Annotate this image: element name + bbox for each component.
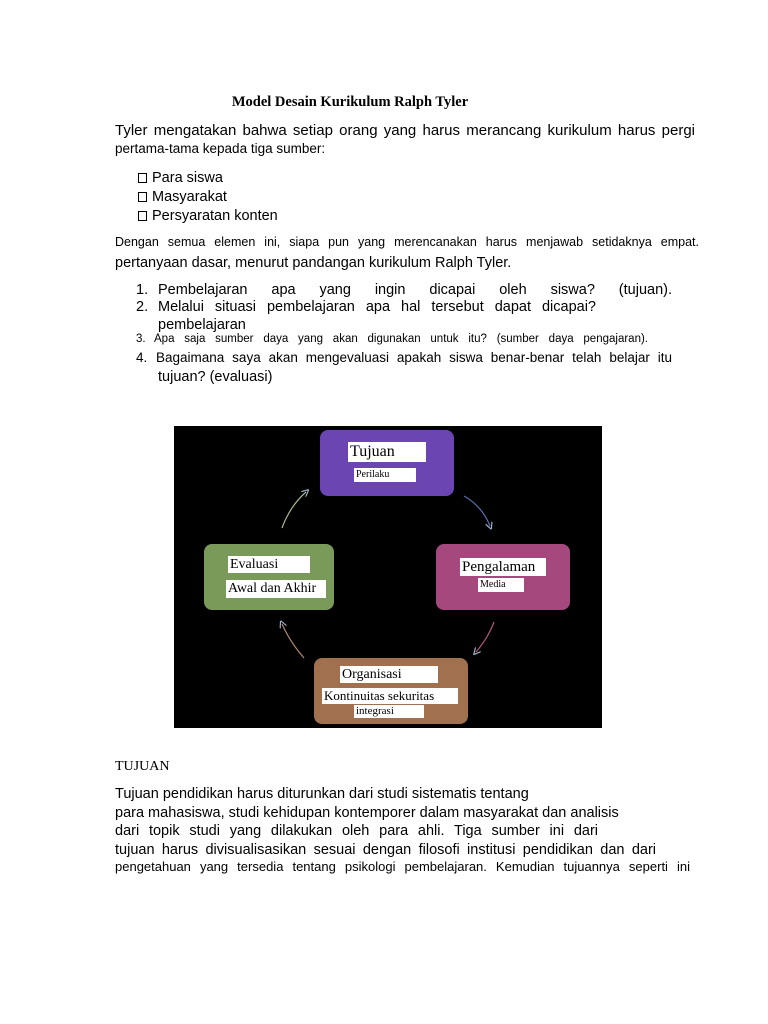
tujuan-title: Tujuan [348, 442, 426, 462]
arrow-evaluasi-to-tujuan [282, 492, 306, 528]
arrow-organisasi-to-evaluasi [282, 624, 304, 658]
intro-line-2: pertama-tama kepada tiga sumber: [115, 141, 326, 156]
tyler-cycle-diagram [174, 426, 602, 728]
section-line-2: para mahasiswa, studi kehidupan kontemporer dalam masyarakat dan analisis [115, 805, 619, 821]
question-4-continuation: tujuan? (evaluasi) [158, 369, 273, 385]
section-line-4: tujuan harus divisualisasikan sesuai dengan filosofi institusi pendidikan dan dari [115, 842, 656, 858]
section-heading: TUJUAN [115, 759, 170, 774]
question-1: 1. Pembelajaran apa yang ingin dicapai oleh siswa? (tujuan). [136, 282, 672, 298]
tujuan-node [320, 430, 454, 496]
section-line-5: pengetahuan yang tersedia tentang psikologi pembelajaran. Kemudian tujuannya seperti ini [115, 859, 690, 874]
question-3: 3. Apa saja sumber daya yang akan digunakan untuk itu? (sumber daya pengajaran). [136, 333, 648, 345]
question-2: 2. Melalui situasi pembelajaran apa hal tersebut dapat dicapai? [136, 299, 596, 315]
organisasi-title: Organisasi [340, 666, 438, 683]
list-item: Masyarakat [138, 188, 278, 207]
pengalaman-title: Pengalaman [460, 558, 546, 576]
section-line-1: Tujuan pendidikan harus diturunkan dari studi sistematis tentang [115, 786, 529, 802]
sources-list [138, 169, 278, 225]
pengalaman-subtitle: Media [478, 578, 524, 592]
list-item: Para siswa [138, 169, 278, 188]
missing-glyph-icon [138, 192, 147, 202]
document-title: Model Desain Kurikulum Ralph Tyler [231, 94, 469, 110]
paragraph-2-line-2: pertanyaan dasar, menurut pandangan kurikulum Ralph Tyler. [115, 255, 512, 271]
missing-glyph-icon [138, 173, 147, 183]
question-4: 4. Bagaimana saya akan mengevaluasi apakah siswa benar-benar telah belajar itu [136, 350, 672, 365]
evaluasi-title: Evaluasi [228, 556, 310, 573]
intro-line-1: Tyler mengatakan bahwa setiap orang yang harus merancang kurikulum harus pergi [115, 122, 695, 139]
missing-glyph-icon [138, 211, 147, 221]
evaluasi-subtitle: Awal dan Akhir [226, 580, 326, 598]
section-line-3: dari topik studi yang dilakukan oleh para ahli. Tiga sumber ini dari [115, 823, 598, 839]
question-2-continuation: pembelajaran [158, 317, 246, 333]
pengalaman-node [436, 544, 570, 610]
organisasi-subtitle-1: Kontinuitas sekuritas [322, 688, 458, 704]
tujuan-subtitle: Perilaku [354, 468, 416, 482]
arrow-tujuan-to-pengalaman [464, 496, 490, 526]
arrow-pengalaman-to-organisasi [476, 622, 494, 652]
paragraph-2-line-1: Dengan semua elemen ini, siapa pun yang merencanakan harus menjawab setidaknya empat. [115, 235, 699, 249]
organisasi-node [314, 658, 468, 724]
evaluasi-node [204, 544, 334, 610]
organisasi-subtitle-2: integrasi [354, 705, 424, 718]
list-item: Persyaratan konten [138, 207, 278, 226]
